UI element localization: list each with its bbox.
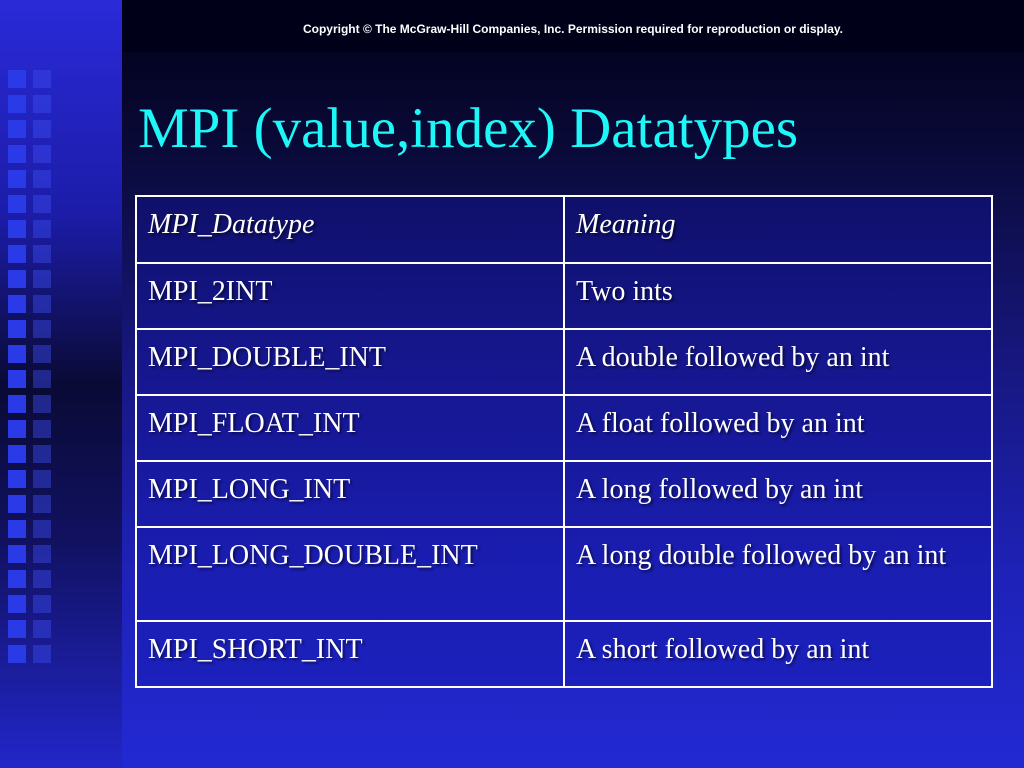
meaning-cell: A long double followed by an int: [564, 527, 992, 621]
header-cell-datatype: MPI_Datatype: [136, 196, 564, 263]
slide-title: MPI (value,index) Datatypes: [138, 97, 799, 160]
meaning-cell: Two ints: [564, 263, 992, 329]
table-row: [136, 263, 992, 329]
copyright-notice: Copyright © The McGraw-Hill Companies, Inc. Permission required for reproduction or display.: [302, 22, 844, 36]
table-row: [136, 395, 992, 461]
datatype-cell: MPI_DOUBLE_INT: [136, 329, 564, 395]
decorative-squares-right: [33, 70, 51, 663]
datatype-cell: MPI_LONG_DOUBLE_INT: [136, 527, 564, 621]
header-cell-meaning: Meaning: [564, 196, 992, 263]
meaning-cell: A short followed by an int: [564, 621, 992, 687]
left-decorative-strip: [0, 0, 122, 768]
meaning-cell: A float followed by an int: [564, 395, 992, 461]
datatype-cell: MPI_SHORT_INT: [136, 621, 564, 687]
datatype-cell: MPI_FLOAT_INT: [136, 395, 564, 461]
decorative-squares-left: [8, 70, 26, 663]
table-header-row: [136, 196, 992, 263]
datatype-table: [135, 195, 993, 688]
table-row: [136, 461, 992, 527]
datatype-cell: MPI_2INT: [136, 263, 564, 329]
meaning-cell: A long followed by an int: [564, 461, 992, 527]
table-row: [136, 527, 992, 621]
datatype-cell: MPI_LONG_INT: [136, 461, 564, 527]
table-row: [136, 621, 992, 687]
table-row: [136, 329, 992, 395]
meaning-cell: A double followed by an int: [564, 329, 992, 395]
